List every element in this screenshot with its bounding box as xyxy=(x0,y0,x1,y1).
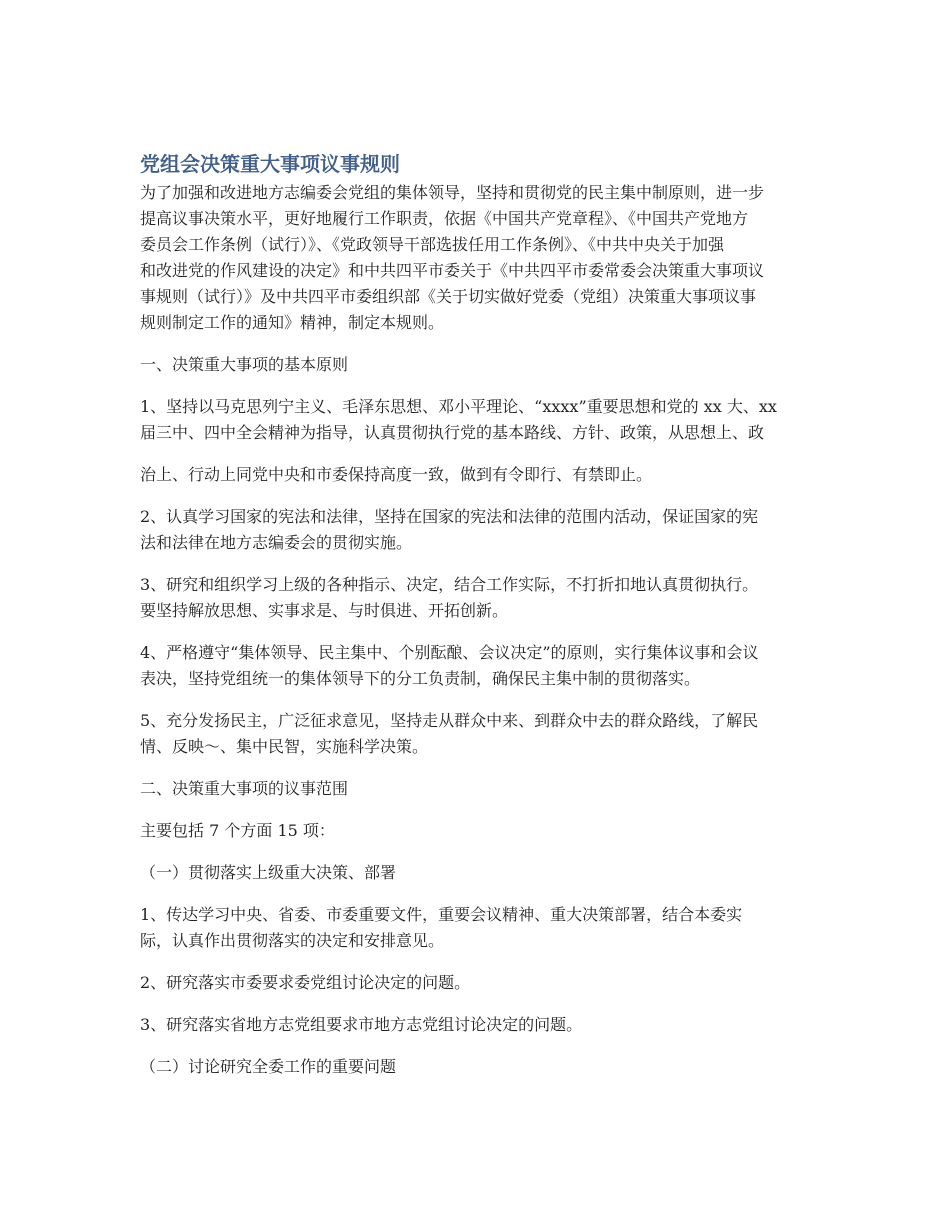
principle-1-part-2: 治上、行动上同党中央和市委保持高度一致，做到有令即行、有禁即止。 xyxy=(140,465,653,484)
document-title: 党组会决策重大事项议事规则 xyxy=(140,152,400,176)
principle-4: 4、严格遵守“集体领导、民主集中、个别酝酿、会议决定”的原则，实行集体议事和会议 表决，坚持党组统一的集体领导下的分工负责制，确保民主集中制的贯彻落实。 xyxy=(140,643,759,688)
subsection-heading: （一）贯彻落实上级重大决策、部署 xyxy=(140,863,397,882)
principle-3: 3、研究和组织学习上级的各种指示、决定，结合工作实际，不打折扣地认真贯彻执行。 要坚持解放思想、实事求是、与时俱进、开拓创新。 xyxy=(140,575,759,620)
intro-paragraph: 为了加强和改进地方志编委会党组的集体领导，坚持和贯彻党的民主集中制原则，进一步 提高议事决策水平，更好地履行工作职责，依据《中国共产党章程》、《中国共产党地方 委员会工作条例（试行）》、《党政领导干部选拔任用工作条例》、《中共中央关于加强 和改进党的作风建设的决定》和中共四平市委关于《中共四平市委常委会决策重大事项议 事规则（试行）》及中共四平市委组织部《关于切实做好党委（党组）决策重大事项议事 规则制定工作的通知》精神，制定本规则。 xyxy=(140,183,765,332)
principle-2: 2、认真学习国家的宪法和法律，坚持在国家的宪法和法律的范围内活动，保证国家的宪 法和法律在地方志编委会的贯彻实施。 xyxy=(140,507,759,552)
principle-1-part-1: 1、坚持以马克思列宁主义、毛泽东思想、邓小平理论、“xxxx”重要思想和党的 xx 大、xx 届三中、四中全会精神为指导，认真贯彻执行党的基本路线、方针、政策，从思想上、政 xyxy=(140,397,777,442)
scope-item-2: 2、研究落实市委要求委党组讨论决定的问题。 xyxy=(140,973,471,992)
document-page xyxy=(140,148,812,1080)
section-heading: 一、决策重大事项的基本原则 xyxy=(140,355,349,374)
subsection-heading: （二）讨论研究全委工作的重要问题 xyxy=(140,1057,397,1076)
section-heading: 二、决策重大事项的议事范围 xyxy=(140,779,349,798)
principle-5: 5、充分发扬民主，广泛征求意见，坚持走从群众中来、到群众中去的群众路线，了解民 情、反映～、集中民智，实施科学决策。 xyxy=(140,711,759,756)
scope-item-1: 1、传达学习中央、省委、市委重要文件，重要会议精神、重大决策部署，结合本委实 际，认真作出贯彻落实的决定和安排意见。 xyxy=(140,905,743,950)
section-summary: 主要包括 7 个方面 15 项： xyxy=(140,821,335,840)
scope-item-3: 3、研究落实省地方志党组要求市地方志党组讨论决定的问题。 xyxy=(140,1015,583,1034)
